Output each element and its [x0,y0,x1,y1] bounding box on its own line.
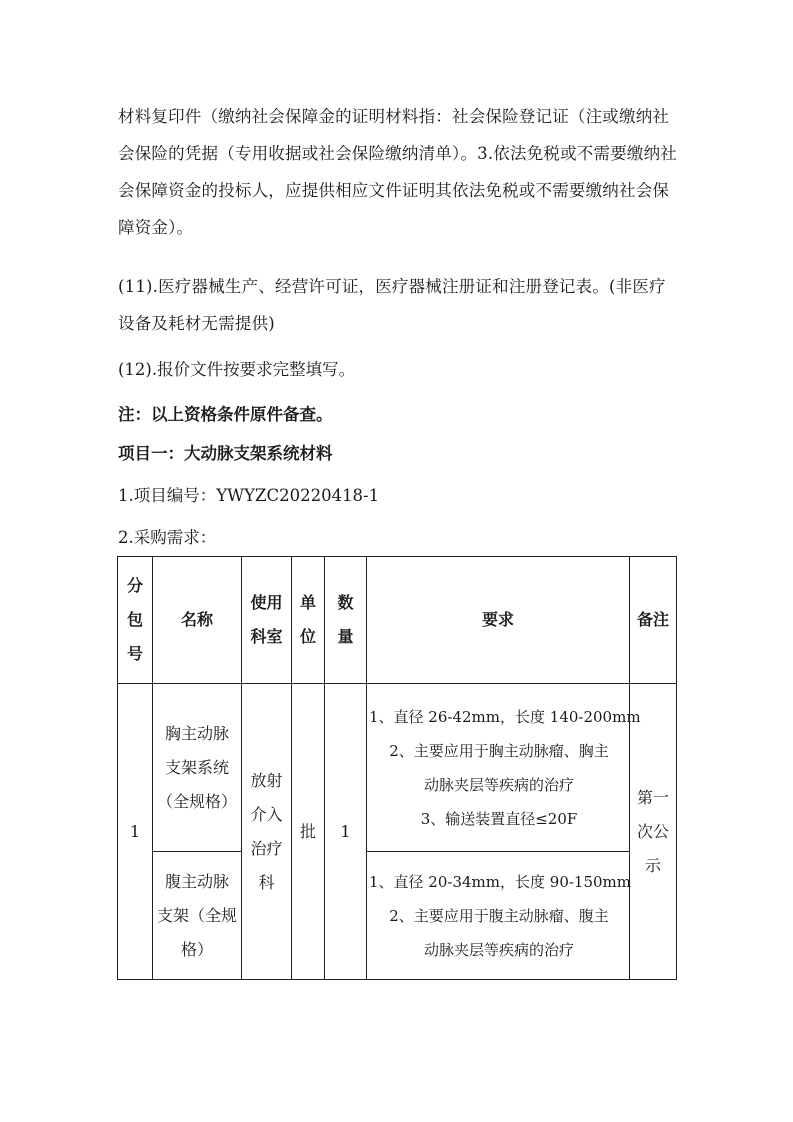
cell-unit: 批 [292,684,325,980]
cell-department: 放射 介入 治疗 科 [242,684,292,980]
header-department: 使用 科室 [242,557,292,684]
note-originals: 注：以上资格条件原件备查。 [118,405,333,424]
cell-requirements: 1、直径 26-42mm，长度 140-200mm 2、主要应用于胸主动脉瘤、胸主 动脉夹层等疾病的治疗 3、输送装置直径≤20F [367,684,630,852]
project-number: 1.项目编号：YWYZC20220418-1 [118,486,380,505]
header-remark: 备注 [630,557,677,684]
procurement-demand-heading: 2.采购需求： [118,528,217,547]
header-unit: 单 位 [292,557,325,684]
header-name: 名称 [153,557,242,684]
table-row [118,684,677,852]
paragraph-medical-license: (11).医疗器械生产、经营许可证，医疗器械注册证和注册登记表。(非医疗设备及耗材无需提供) [118,277,666,333]
cell-item-name: 腹主动脉 支架（全规 格） [153,852,242,980]
requirements-table [117,556,677,980]
cell-quantity: 1 [325,684,367,980]
cell-package-no: 1 [118,684,153,980]
cell-requirements: 1、直径 20-34mm，长度 90-150mm 2、主要应用于腹主动脉瘤、腹主 动脉夹层等疾病的治疗 [367,852,630,980]
paragraph-quote-file: (12).报价文件按要求完整填写。 [118,360,356,379]
header-package-no: 分 包 号 [118,557,153,684]
header-requirements: 要求 [367,557,630,684]
cell-remark: 第一 次公 示 [630,684,677,980]
table-row [118,852,677,980]
header-quantity: 数 量 [325,557,367,684]
table-header-row [118,557,677,684]
cell-item-name: 胸主动脉 支架系统 （全规格） [153,684,242,852]
project-title: 项目一：大动脉支架系统材料 [118,444,333,463]
paragraph-social-security: 材料复印件（缴纳社会保障金的证明材料指：社会保险登记证（注或缴纳社会保险的凭据（专用收据或社会保险缴纳清单）。3.依法免税或不需要缴纳社会保障资金的投标人，应提供相应文件证明其依法免税或不需要缴纳社会保障资金）。 [118,107,677,237]
